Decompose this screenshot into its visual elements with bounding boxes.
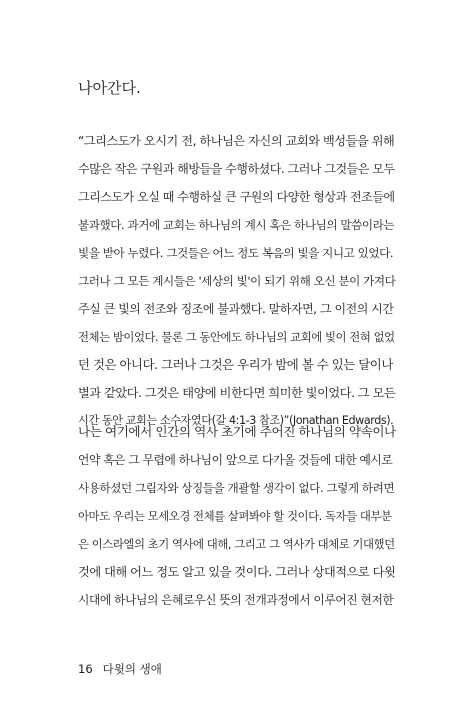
opening-line: 나아간다. <box>78 79 141 97</box>
quote-line: 그리스도가 오실 때 수행하실 큰 구원의 다양한 형상과 전조들에 <box>78 190 395 204</box>
body-paragraph <box>78 418 396 614</box>
quote-line: 전체는 밤이었다. 물론 그 동안에도 하나님의 교회에 빛이 전혀 없었 <box>78 330 395 344</box>
paragraph-line: 것에 대해 어느 정도 알고 있을 것이다. 그러나 상대적으로 다윗 <box>78 565 396 579</box>
quote-line: 불과했다. 과거에 교회는 하나님의 계시 혹은 하나님의 말씀이라는 <box>78 218 395 232</box>
paragraph-line: 언약 혹은 그 무렵에 하나님이 앞으로 다가올 것들에 대한 예시로 <box>78 453 393 467</box>
quote-line: 주실 큰 빛의 전조와 징조에 불과했다. 말하자면, 그 이전의 시간 <box>78 302 394 316</box>
quote-line: 별과 같았다. 그것은 태양에 비한다면 희미한 빛이었다. 그 모든 <box>78 386 396 400</box>
paragraph-line: 사용하셨던 그림자와 상징들을 개괄할 생각이 없다. 그렇게 하려면 <box>78 481 395 495</box>
paragraph-line: 은 이스라엘의 초기 역사에 대해, 그리고 그 역사가 대체로 기대했던 <box>78 537 395 551</box>
quote-line: 그러나 그 모든 계시들은 '세상의 빛'이 되기 위해 오신 분이 가져다 <box>78 274 396 288</box>
paragraph-line: 나는 여기에서 인간의 역사 초기에 주어진 하나님의 약속이나 <box>78 424 396 439</box>
quote-line: 빛을 받아 누렸다. 그것들은 어느 정도 복음의 빛을 지니고 있었다. <box>78 246 394 260</box>
page-footer <box>78 661 162 677</box>
quote-line: 던 것은 아니다. 그러나 그것은 우리가 밤에 볼 수 있는 달이나 <box>78 357 393 372</box>
quotation-block <box>78 127 396 435</box>
running-title: 다윗의 생애 <box>102 662 162 676</box>
quote-line: “그리스도가 오시기 전, 하나님은 자신의 교회와 백성들을 위해 <box>78 134 395 148</box>
paragraph-line: 시대에 하나님의 은혜로우신 뜻의 전개과정에서 이루어진 현저한 <box>78 593 394 607</box>
quote-line: 시간 동안 교회는 소수자였다(갈 4:1-3 참조)”(Jonathan Edwards). <box>78 414 394 427</box>
paragraph-line: 아마도 우리는 모세오경 전체를 살펴봐야 할 것이다. 독자들 대부분 <box>78 509 392 523</box>
page-number: 16 <box>78 662 93 676</box>
quote-line: 수많은 작은 구원과 해방들을 수행하셨다. 그러나 그것들은 모두 <box>78 162 395 176</box>
